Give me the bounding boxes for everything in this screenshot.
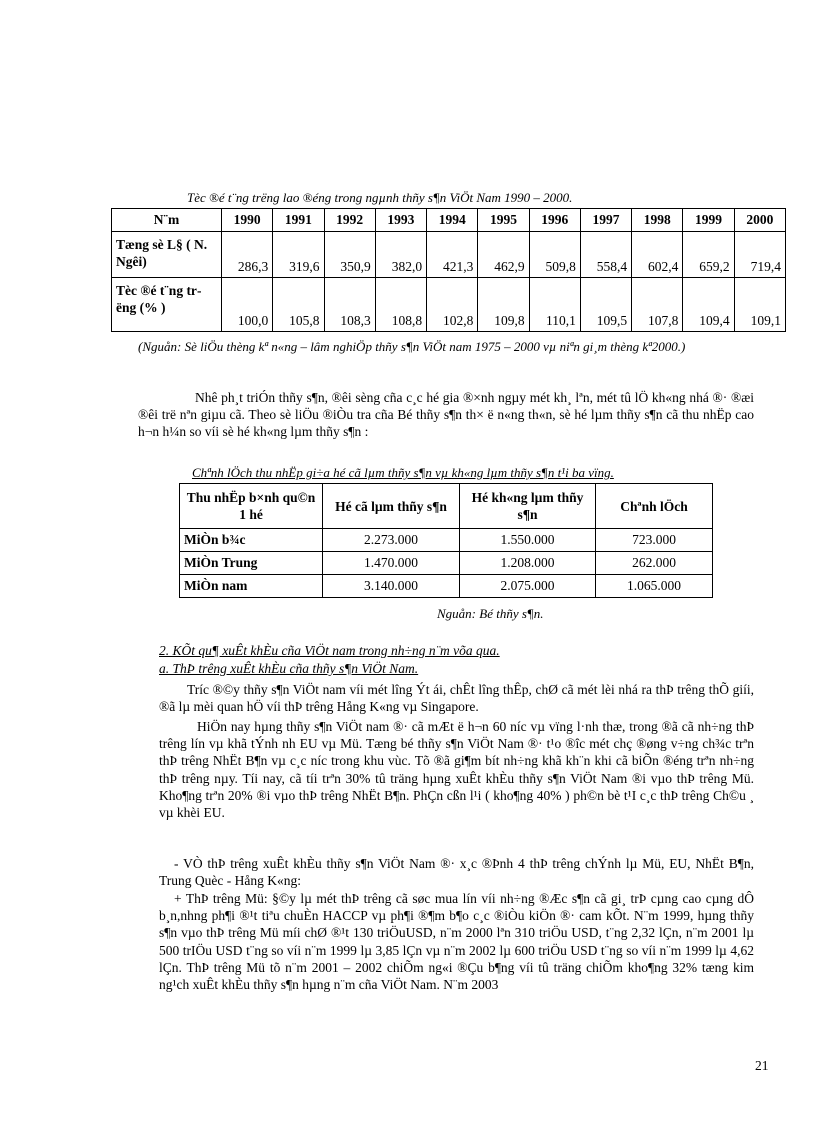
table-header-cell: Hé cã lµm thñy s¶n (323, 484, 460, 529)
page-number: 21 (755, 1058, 769, 1073)
table-header-cell: 1996 (529, 209, 580, 232)
table-header-cell: Chªnh lÖch (596, 484, 713, 529)
table-cell: 350,9 (324, 232, 375, 278)
table2-source: Nguån: Bé thñy s¶n. (437, 606, 544, 621)
table-cell: 102,8 (427, 278, 478, 332)
labor-growth-table (111, 208, 786, 332)
table-cell: 602,4 (632, 232, 683, 278)
table1-caption: Tèc ®é t¨ng trëng lao ®éng trong ngµnh thñy s¶n ViÖt Nam 1990 – 2000. (187, 190, 573, 205)
paragraph: Nhê ph¸t triÓn thñy s¶n, ®êi sèng cña c¸c hé gia ®×nh ngµy mét kh¸ lªn, mét tû lÖ kh«ng nhá ®· ®æi ®êi trë nªn giµu cã. Theo sè liÖu ®iÒu tra cña Bé thñy s¶n th× ë n«ng th«n, sè hé lµm thñy s¶n cã thu nhËp cao h¬n h¼n so víi sè hé kh«ng lµm thñy s¶n : (138, 390, 754, 440)
table-cell: 719,4 (734, 232, 785, 278)
table-cell: 1.065.000 (596, 575, 713, 598)
table-header-cell: 1994 (427, 209, 478, 232)
table1-source: (Nguån: Sè liÖu thèng kª n«ng – lâm nghiÖp thñy s¶n ViÖt nam 1975 – 2000 vµ niªn gi¸m thèng kª2000.) (138, 339, 686, 354)
table-header-cell: 1992 (324, 209, 375, 232)
table-cell: 3.140.000 (323, 575, 460, 598)
row-label: MiÒn Trung (180, 552, 323, 575)
table-cell: 108,8 (375, 278, 426, 332)
section-heading: 2. KÕt qu¶ xuÊt khÈu cña ViÖt nam trong nh÷ng n¨m võa qua. (159, 643, 500, 658)
table-header-cell: 1999 (683, 209, 734, 232)
table-cell: 262.000 (596, 552, 713, 575)
table-header-cell: 1990 (222, 209, 273, 232)
table-header-cell: 1998 (632, 209, 683, 232)
table-header-cell: Hé kh«ng lµm thñy s¶n (460, 484, 596, 529)
table-header-cell: 1991 (273, 209, 324, 232)
table-cell: 109,5 (580, 278, 631, 332)
table-cell: 108,3 (324, 278, 375, 332)
table-cell: 110,1 (529, 278, 580, 332)
table-cell: 1.550.000 (460, 529, 596, 552)
table-row (180, 575, 713, 598)
table-cell: 1.470.000 (323, 552, 460, 575)
paragraph: - VÒ thÞ trêng xuÊt khÈu thñy s¶n ViÖt Nam ®· x¸c ®Þnh 4 thÞ trêng chÝnh lµ Mü, EU, NhËt B¶n, Trung Quèc - Hång K«ng: (159, 856, 754, 889)
table-cell: 319,6 (273, 232, 324, 278)
table-cell: 509,8 (529, 232, 580, 278)
table-cell: 2.273.000 (323, 529, 460, 552)
paragraph: + ThÞ trêng Mü: §©y lµ mét thÞ trêng cã søc mua lín víi nh÷ng ®Æc s¶n cã gi¸ trÞ cµng cao cµng dÔ b¸n,nhng ph¶i ®¹t tiªu chuÈn HACCP vµ ph¶i ®¶m b¶o c¸c ®iÒu kiÖn ®· cam kÕt. N¨m 1999, hµng thñy s¶n vµo thÞ trêng Mü míi chØ ®¹t 130 triÖuUSD, n¨m 2000 lªn 310 triÖu USD, t¨ng 2,32 lÇn, n¨m 2001 lµ 500 trIÖu USD t¨ng so víi n¨m 1999 lµ 3,85 lÇn vµ n¨m 2002 lµ 600 triÖu USD t¨ng so víi n¨m 1999 lµ 4,62 lÇn. ThÞ trêng Mü tõ n¨m 2001 – 2002 chiÕm ng«i ®Çu b¶ng víi tû träng chiÕm kho¶ng 32% tæng kim ng¹ch xuÊt khÈu thñy s¶n hµng n¨m cña ViÖt Nam. N¨m 2003 (159, 891, 754, 993)
table-row (180, 552, 713, 575)
table-cell: 100,0 (222, 278, 273, 332)
table-cell: 109,8 (478, 278, 529, 332)
table-header-cell: 1995 (478, 209, 529, 232)
row-label: Tèc ®é t¨ng tr ëng (% ) (112, 278, 222, 332)
table-cell: 107,8 (632, 278, 683, 332)
income-gap-table (179, 483, 713, 598)
table-cell: 1.208.000 (460, 552, 596, 575)
table-cell: 109,4 (683, 278, 734, 332)
row-label: MiÒn b¾c (180, 529, 323, 552)
table-row (112, 278, 786, 332)
table-header-cell: 1997 (580, 209, 631, 232)
table-cell: 382,0 (375, 232, 426, 278)
table-header-cell: 2000 (734, 209, 785, 232)
table-row (180, 529, 713, 552)
table-cell: 558,4 (580, 232, 631, 278)
table-cell: 109,1 (734, 278, 785, 332)
row-label: Tæng sè L§ ( N. Ngêi) (112, 232, 222, 278)
table-header-cell: Thu nhËp b×nh qu©n 1 hé (180, 484, 323, 529)
table-cell: 105,8 (273, 278, 324, 332)
paragraph: Tríc ®©y thñy s¶n ViÖt nam víi mét lîng Ýt ái, chÊt lîng thÊp, chØ cã mét lèi nhá ra thÞ trêng thÕ giíi, ®ã lµ mèi quan hÖ víi thÞ trêng Hång K«ng vµ Singapore. (159, 682, 754, 715)
paragraph: HiÖn nay hµng thñy s¶n ViÖt nam ®· cã mÆt ë h¬n 60 níc vµ vïng l·nh thæ, trong ®ã cã nh÷ng thÞ trêng lín vµ khã tÝnh nh EU vµ Mü. Tæng bé thñy s¶n ViÖt Nam ®· t¹o ®îc mét chç ®øng v÷ng ch¾c trªn thÞ trêng NhËt B¶n vµ c¸c níc trong khu vùc. Tõ ®ã gi¶m bít nh÷ng khã kh¨n khi cã biÕn ®éng trªn nh÷ng thÞ trêng nµy. Tíi nay, cã tíi trªn 30% tû träng hµng xuÊt khÈu thñy s¶n ViÖt Nam ®i vµo thÞ trêng Mü. Kho¶ng trªn 20% ®i vµo thÞ trêng NhËt B¶n. PhÇn cßn l¹i ( kho¶ng 40% ) ph©n bè t¹I c¸c thÞ trêng Ch©u ¸ vµ khèi EU. (159, 719, 754, 821)
table-cell: 2.075.000 (460, 575, 596, 598)
table2-caption: Chªnh lÖch thu nhËp gi÷a hé cã lµm thñy s¶n vµ kh«ng lµm thñy s¶n t¹i ba vïng. (192, 465, 614, 480)
row-label: MiÒn nam (180, 575, 323, 598)
table-cell: 421,3 (427, 232, 478, 278)
table-row (112, 232, 786, 278)
table-header-cell: 1993 (375, 209, 426, 232)
table-cell: 286,3 (222, 232, 273, 278)
table-header-row (180, 484, 713, 529)
subsection-heading: a. ThÞ trêng xuÊt khÈu cña thñy s¶n ViÖt Nam. (159, 661, 419, 676)
table-cell: 462,9 (478, 232, 529, 278)
table-cell: 659,2 (683, 232, 734, 278)
table-header-cell: N¨m (112, 209, 222, 232)
table-cell: 723.000 (596, 529, 713, 552)
table-header-row (112, 209, 786, 232)
